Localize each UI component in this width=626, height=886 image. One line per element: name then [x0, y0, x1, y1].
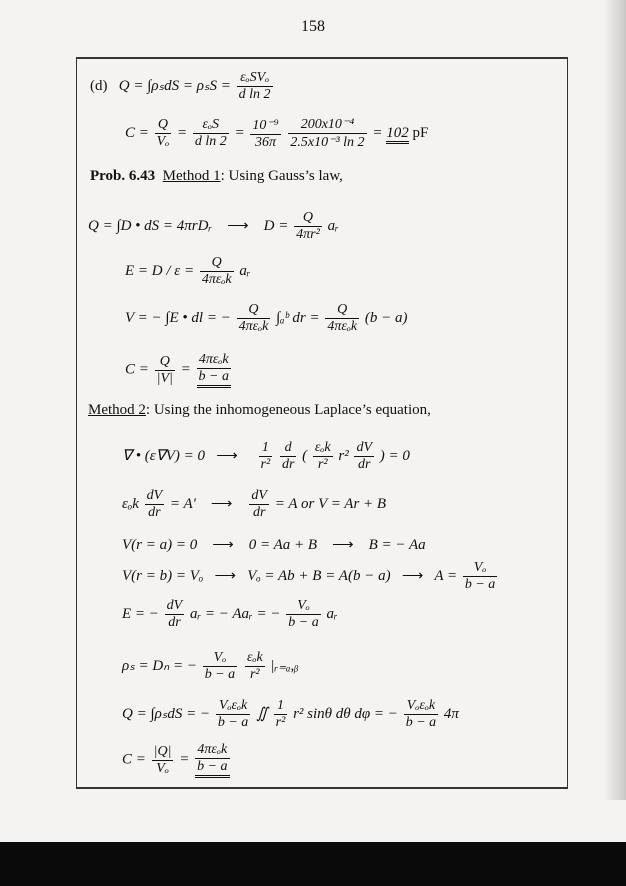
capacitance-method2-line: C = $\frac{|Q|}{\text{Vₒ}}$ = $\frac{\text{4πεₒk}}{b - a}$ [122, 742, 232, 778]
method2-label: Method 2 [88, 402, 146, 418]
capacitance-result: 102 [386, 125, 409, 144]
fraction: $\frac{\text{εₒSVₒ}}{\text{d ln 2}}$ [238, 70, 271, 102]
potential-line: V = − ∫E • dl = − $\frac{Q}{\text{4πεₒk}}$ ∫ₐᵇ dr = $\frac{Q}{\text{4πεₒk}}$ (b − a) [125, 302, 408, 334]
surface-charge-line: ρₛ = Dₙ = − $\frac{\text{Vₒ}}{b - a}$ $\frac{\text{εₒk}}{\text{r²}}$ |ᵣ₌ₐ,ᵦ [122, 650, 299, 682]
boundary-condition-a-line: V(r = a) = 0 ⟶ 0 = Aa + B ⟶ B = − Aa [122, 537, 426, 553]
total-charge-line: Q = ∫ρₛdS = − $\frac{\text{Vₒεₒk}}{b - a}$ ∬ $\frac{1}{\text{r²}}$ r² sinθ dθ dφ = − $\frac{\text{Vₒεₒk}}{b - a}$ 4π [122, 698, 459, 730]
electric-field-line: E = D / ε = $\frac{Q}{\text{4πεₒk}}$ aᵣ [125, 255, 251, 287]
capacitance-method1-line: C = $\frac{Q}{|V|}$ = $\frac{\text{4πεₒk}}{b - a}$ [125, 352, 233, 388]
scan-bottom-border [0, 842, 626, 886]
boundary-condition-b-line: V(r = b) = Vₒ ⟶ Vₒ = Ab + B = A(b − a) ⟶ A = $\frac{\text{Vₒ}}{b - a}$ [122, 560, 496, 592]
problem-label: Prob. 6.43 [90, 168, 156, 184]
page-number: 158 [301, 18, 325, 35]
problem-heading: Prob. 6.43 Method 1: Using Gauss’s law, [90, 168, 343, 184]
part-d-charge-line: (d) Q = ∫ρₛdS = ρₛS = $\frac{\text{εₒSVₒ}}{\text{d ln 2}}$ [90, 70, 271, 102]
gauss-law-line: Q = ∫D • dS = 4πrDᵣ ⟶ D = $\frac{Q}{\text{4πr²}}$ aᵣ [88, 210, 339, 242]
electric-field-method2-line: E = − $\frac{dV}{dr}$ aᵣ = − Aaᵣ = − $\frac{\text{Vₒ}}{b - a}$ aᵣ [122, 598, 338, 630]
capacitance-line: C = $\frac{Q}{\text{Vₒ}}$ = $\frac{\text{εₒS}}{\text{d ln 2}}$ = $\frac{\text{10⁻⁹}}{36\pi}$ $\frac{\text{200x10⁻⁴}}{\text{2.5x10⁻³ ln 2}}$ = 102 pF [125, 117, 429, 150]
method2-heading: Method 2: Using the inhomogeneous Laplace’s equation, [88, 402, 431, 418]
page-edge-shadow [604, 0, 626, 800]
first-integration-line: εₒk $\frac{dV}{dr}$ = A' ⟶ $\frac{dV}{dr}$ = A or V = Ar + B [122, 488, 387, 520]
laplace-equation-line: ∇ • (ε∇V) = 0 ⟶ $\frac{1}{\text{r²}}$ $\frac{d}{dr}$ ( $\frac{\text{εₒk}}{\text{r²}}$ r² $\frac{dV}{dr}$ ) = 0 [122, 440, 410, 472]
method1-label: Method 1 [162, 168, 221, 184]
